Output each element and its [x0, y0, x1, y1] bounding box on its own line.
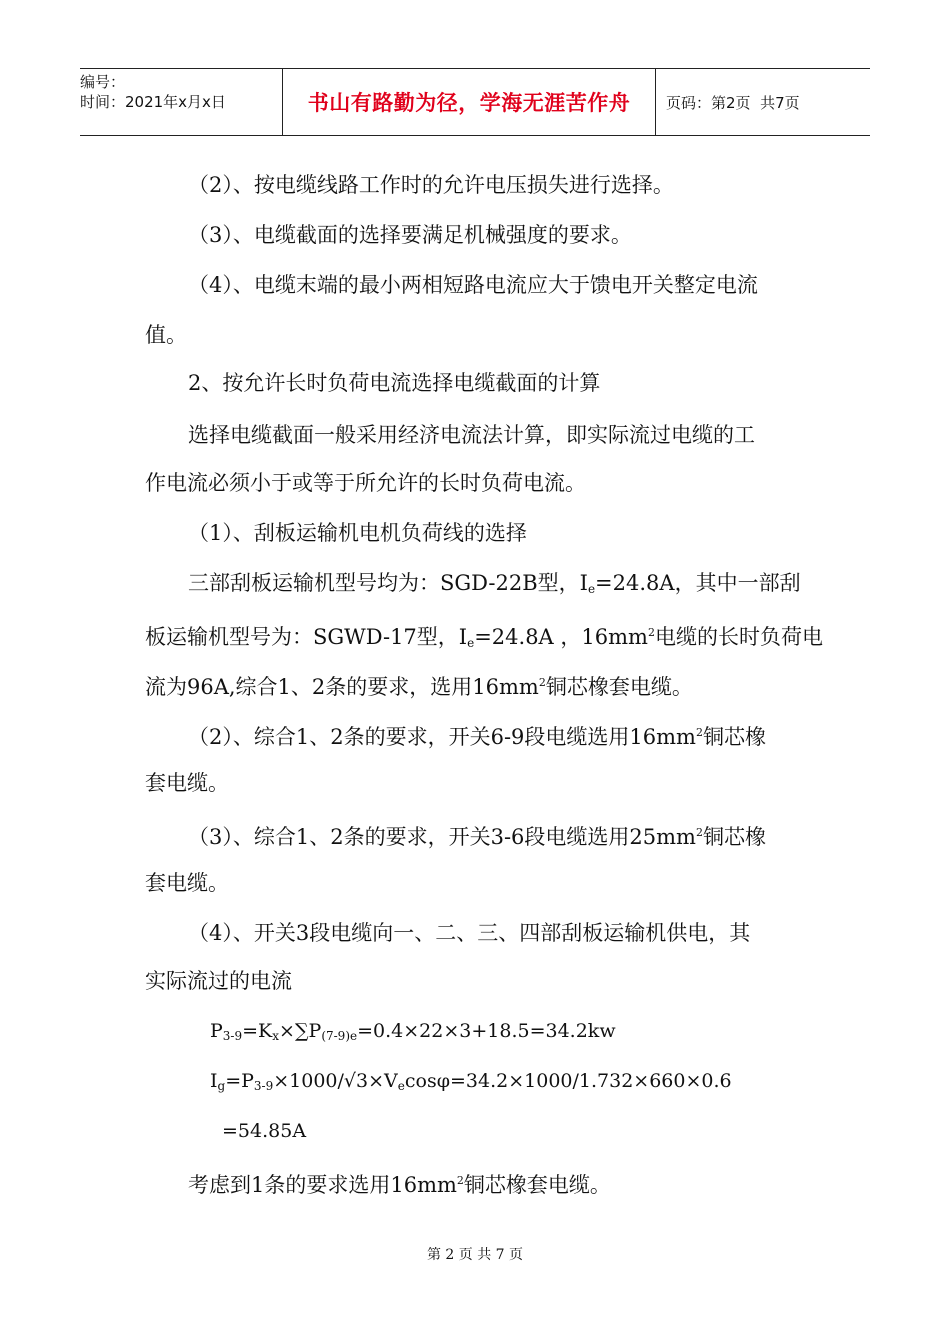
text: 铜芯橡套电缆。 — [545, 675, 693, 699]
header-page-cell — [656, 69, 870, 135]
text: 铜芯橡套电缆。 — [463, 1173, 611, 1197]
subscript: 3-9 — [253, 1079, 274, 1093]
text: =P — [225, 1070, 254, 1092]
para-line: 值。 — [145, 323, 187, 347]
header-motto: 书山有路勤为径，学海无涯苦作舟 — [282, 69, 656, 135]
text: =K — [242, 1020, 273, 1042]
superscript: 2 — [695, 726, 703, 739]
text: =24.8A，其中一部刮 — [595, 571, 801, 595]
subscript: x — [272, 1029, 280, 1043]
para-line: （1）、刮板运输机电机负荷线的选择 — [188, 521, 527, 545]
para-line — [145, 658, 815, 712]
text: （3）、综合1、2条的要求，开关3-6段电缆选用25mm — [188, 825, 696, 849]
para-line — [188, 808, 858, 862]
subscript: (7-9)e — [321, 1029, 358, 1043]
header-meta — [80, 69, 282, 135]
para-line: 套电缆。 — [145, 771, 229, 795]
para-line: （4）、开关3段电缆向一、二、三、四部刮板运输机供电，其 — [188, 921, 751, 945]
para-line: （3）、电缆截面的选择要满足机械强度的要求。 — [188, 223, 632, 247]
para-line: 作电流必须小于或等于所允许的长时负荷电流。 — [145, 471, 586, 495]
subscript: e — [587, 582, 596, 596]
text: 板运输机型号为：SGWD-17型，I — [145, 625, 468, 649]
para-line: 选择电缆截面一般采用经济电流法计算，即实际流过电缆的工 — [188, 423, 755, 447]
para-line — [188, 1156, 858, 1210]
text: （2）、综合1、2条的要求，开关6-9段电缆选用16mm — [188, 725, 696, 749]
subscript: e — [467, 636, 475, 650]
text: 考虑到1条的要求选用16mm — [188, 1173, 457, 1197]
text: ×∑P — [279, 1020, 322, 1042]
header-page-label: 页码：第2页 共7页 — [666, 93, 800, 112]
para-line — [188, 708, 858, 762]
header-table — [80, 68, 870, 136]
time-label: 时间：2021年x月x日 — [80, 93, 226, 111]
superscript: 2 — [647, 626, 655, 639]
text: I — [210, 1070, 218, 1092]
formula-result: =54.85A — [222, 1120, 307, 1142]
text: 三部刮板运输机型号均为：SGD-22B型，I — [188, 571, 588, 595]
subscript: e — [397, 1079, 405, 1093]
para-line: （2）、按电缆线路工作时的允许电压损失进行选择。 — [188, 173, 674, 197]
subscript: g — [217, 1079, 226, 1093]
text: =0.4×22×3+18.5=34.2kw — [357, 1020, 616, 1042]
superscript: 2 — [538, 676, 546, 689]
section-heading: 2、按允许长时负荷电流选择电缆截面的计算 — [188, 371, 601, 395]
text: ×1000/√3×V — [273, 1070, 398, 1092]
para-line: 实际流过的电流 — [145, 969, 292, 993]
superscript: 2 — [695, 826, 703, 839]
page-footer: 第 2 页 共 7 页 — [426, 1247, 524, 1263]
superscript: 2 — [456, 1174, 464, 1187]
formula-current — [210, 1070, 732, 1093]
text: P — [210, 1020, 223, 1042]
text: 流为96A,综合1、2条的要求，选用16mm — [145, 675, 539, 699]
subscript: 3-9 — [222, 1029, 243, 1043]
text: 铜芯橡 — [702, 825, 766, 849]
formula-power — [210, 1020, 616, 1043]
para-line — [188, 558, 858, 614]
text: 电缆的长时负荷电 — [654, 625, 823, 649]
para-line: （4）、电缆末端的最小两相短路电流应大于馈电开关整定电流 — [188, 273, 758, 297]
text: 铜芯橡 — [702, 725, 766, 749]
text: =24.8A ，16mm — [474, 625, 648, 649]
number-label: 编号： — [80, 73, 126, 91]
para-line: 套电缆。 — [145, 871, 229, 895]
text: cosφ=34.2×1000/1.732×660×0.6 — [404, 1070, 732, 1092]
